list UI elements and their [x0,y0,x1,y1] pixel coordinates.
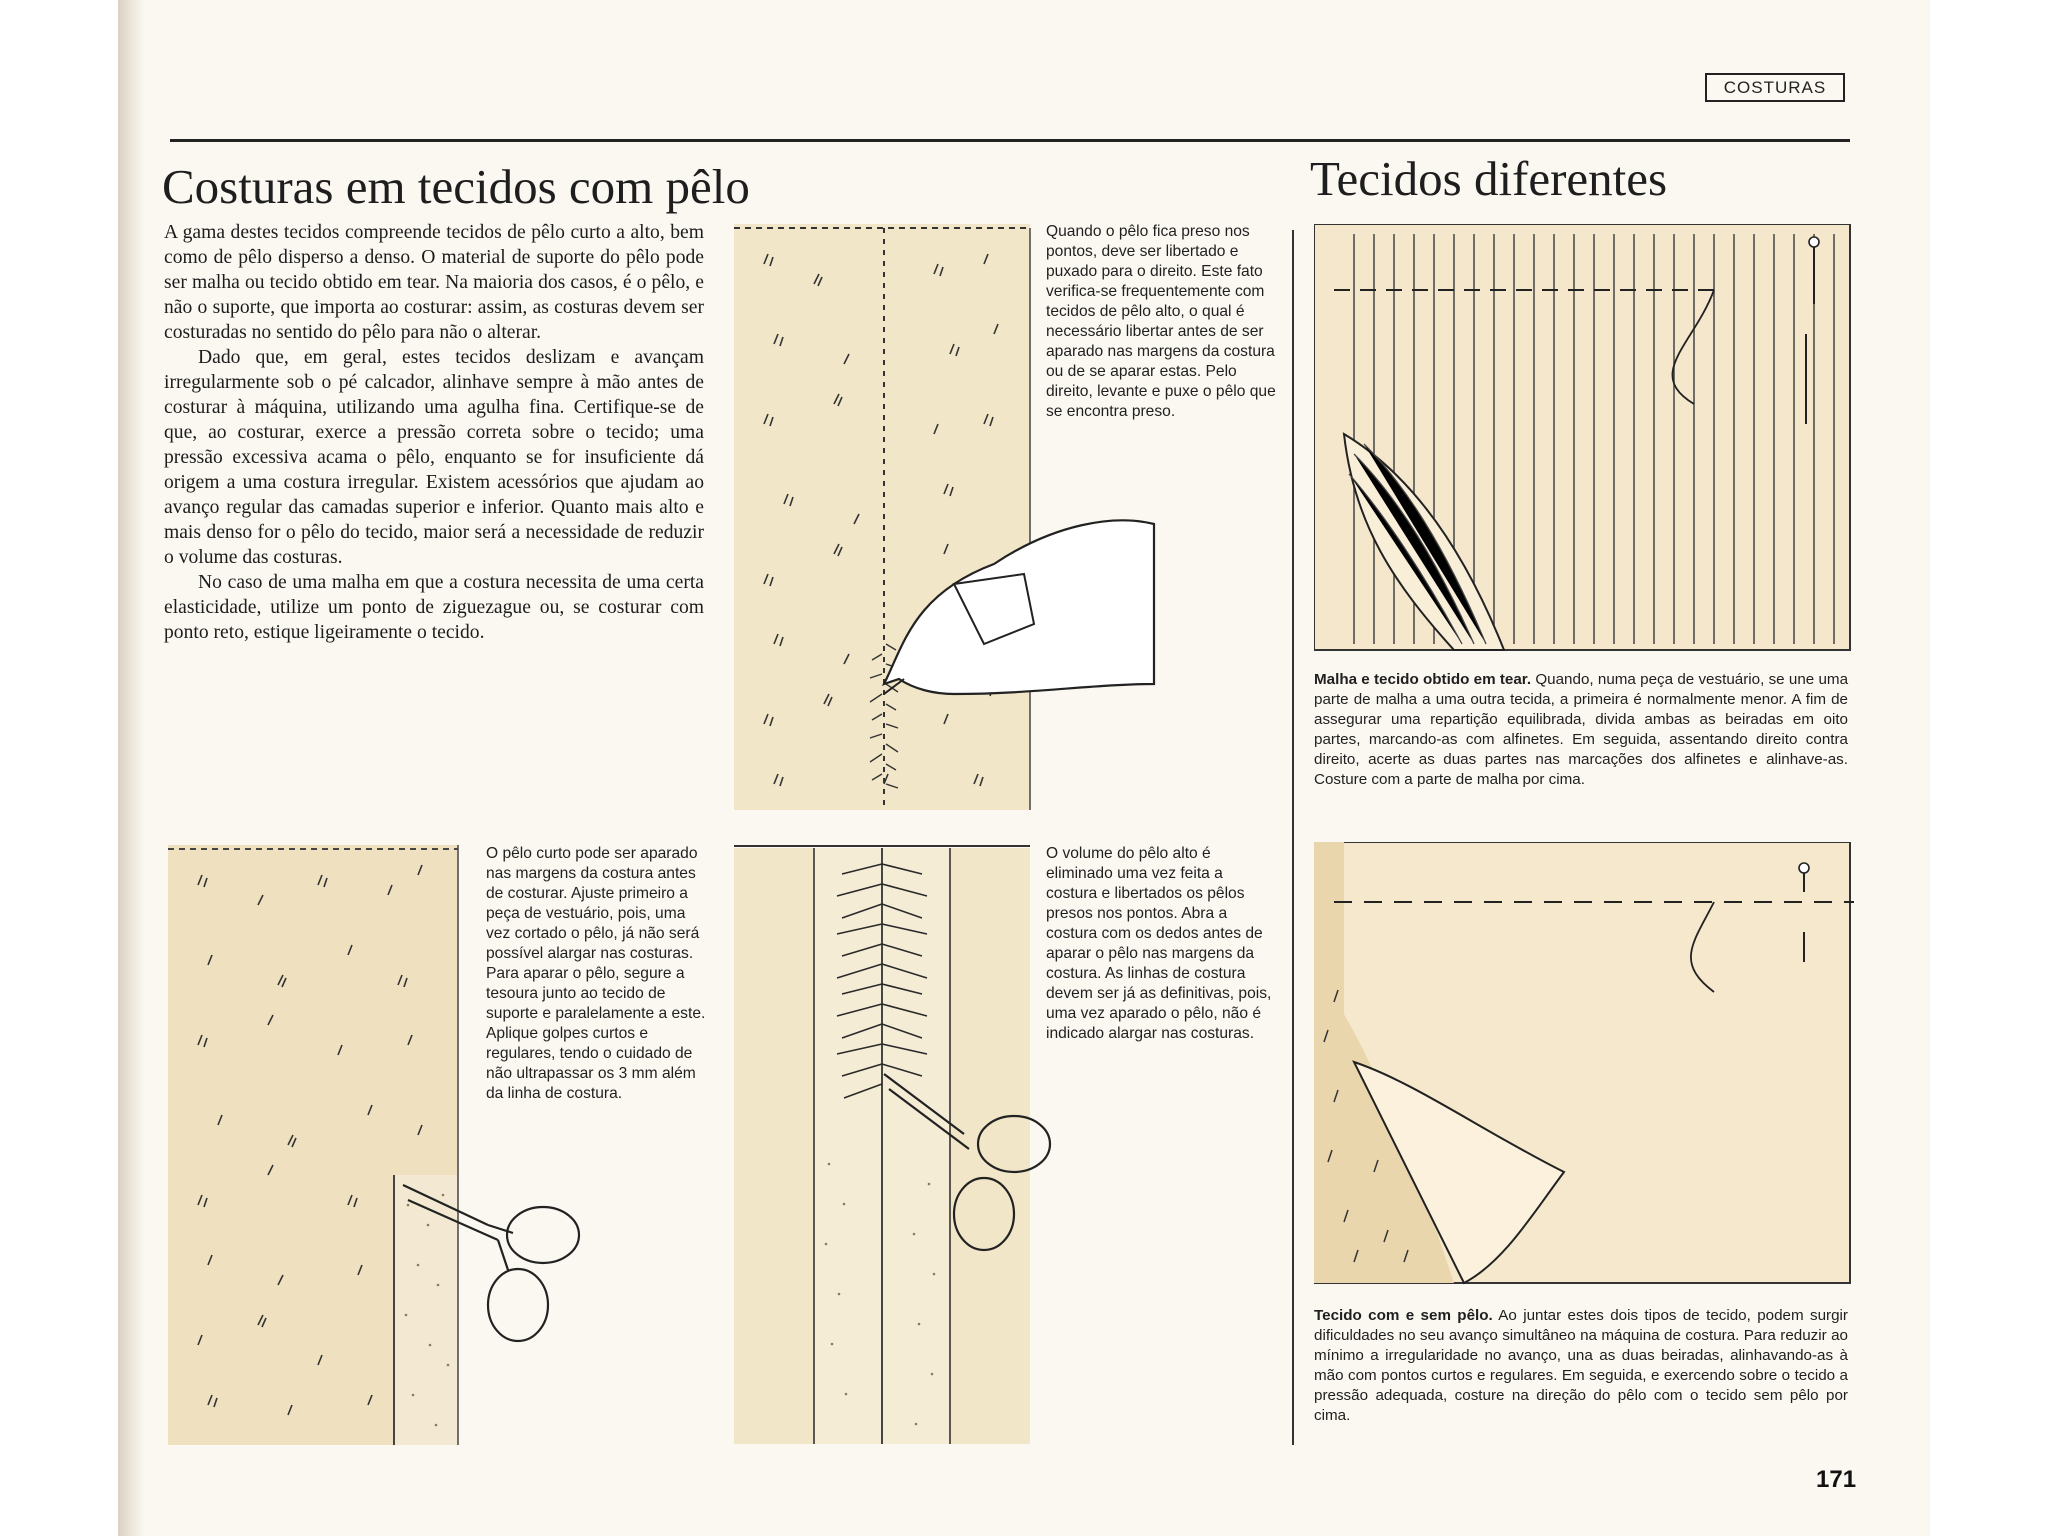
book-page [118,0,1930,1536]
left-body-text [164,220,704,645]
caption-hand-pile: Quando o pêlo fica preso nos pontos, deve ser libertado e puxado para o direito. Este fato verifica-se frequentemente com tecidos de pêlo alto, o qual é necessário libertar antes de ser aparado nas margens da costura ou de se aparar estas. Pelo direito, levante e puxe o pêlo que se encontra preso. [1046,223,1276,420]
right-section-title: Tecidos diferentes [1310,151,1668,206]
caption-pile-non-pile-text: Ao juntar estes dois tipos de tecido, podem surgir dificuldades no seu avanço simultâneo na máquina de costura. Para reduzir ao mínimo a irregularidade no avanço, una as duas beiradas, alinhavando-as à mão com pontos curtos e regulares. Em seguida, e exercendo sobre o tecido a pressão adequada, costure na direção do pêlo com o tecido sem pêlo por cima. [1314,1307,1848,1424]
left-section-title: Costuras em tecidos com pêlo [162,159,750,214]
pile-non-pile-illustration [1314,842,1854,1287]
caption-long-pile: O volume do pêlo alto é eliminado uma vez feita a costura e libertados os pêlos presos nos pontos. Abra a costura com os dedos antes de aparar o pêlo nas margens da costura. As linhas de costura devem ser já as definitivas, pois, uma vez aparado o pêlo, não é indicado alargar nas costuras. [1046,845,1272,1042]
caption-knit-woven-title: Malha e tecido obtido em tear. [1314,671,1532,688]
page-number: 171 [1816,1466,1857,1493]
header-rule [170,139,1850,142]
knit-woven-illustration [1314,224,1854,654]
caption-short-pile: O pêlo curto pode ser aparado nas margens da costura antes de costurar. Ajuste primeiro a peça de vestuário, pois, uma vez cortado o pêlo, já não será possível alargar nas costuras. Para aparar o pêlo, segure a tesoura junto ao tecido de suporte e paralelamente a este. Aplique golpes curtos e regulares, tendo o cuidado de não ultrapassar os 3 mm além da linha de costura. [486,845,706,1102]
caption-knit-woven-text: Quando, numa peça de vestuário, se une uma parte de malha a uma outra tecida, a primeira é normalmente menor. A fim de assegurar uma repartição equilibrada, divida ambas as beiradas em oito partes, marcando-as com alfinetes. Em seguida, assentando direito contra direito, acerte as duas partes nas marcações dos alfinetes e alinhave-as. Costure com a parte de malha por cima. [1314,671,1849,788]
caption-knit-woven [1314,670,1848,790]
column-divider [1292,230,1294,1445]
caption-pile-non-pile [1314,1306,1848,1426]
body-paragraph: Dado que, em geral, estes tecidos deslizam e avançam irregularmente sob o pé calcador, alinhave sempre à mão antes de costurar à máquina, utilizando uma agulha fina. Certifique-se de que, ao costurar, exerce a pressão correta sobre o tecido; uma pressão excessiva acama o pêlo, enquanto se for insuficiente dá origem a uma costura irregular. Existem acessórios que ajudam ao avanço regular das camadas superior e inferior. Quanto mais alto e mais denso for o pêlo do tecido, maior será a necessidade de reduzir o volume das costuras. [164,347,704,568]
section-tag: COSTURAS [1705,73,1845,102]
body-paragraph: No caso de uma malha em que a costura necessita de uma certa elasticidade, utilize um ponto de ziguezague ou, se costurar com ponto reto, estique ligeiramente o tecido. [164,572,704,643]
caption-pile-non-pile-title: Tecido com e sem pêlo. [1314,1307,1493,1324]
body-paragraph: A gama destes tecidos compreende tecidos de pêlo curto a alto, bem como de pêlo disperso a denso. O material de suporte do pêlo pode ser malha ou tecido obtido em tear. Na maioria dos casos, é o pêlo, e não o suporte, que importa ao costurar: assim, as costuras devem ser costuradas no sentido do pêlo para não o alterar. [164,222,704,343]
